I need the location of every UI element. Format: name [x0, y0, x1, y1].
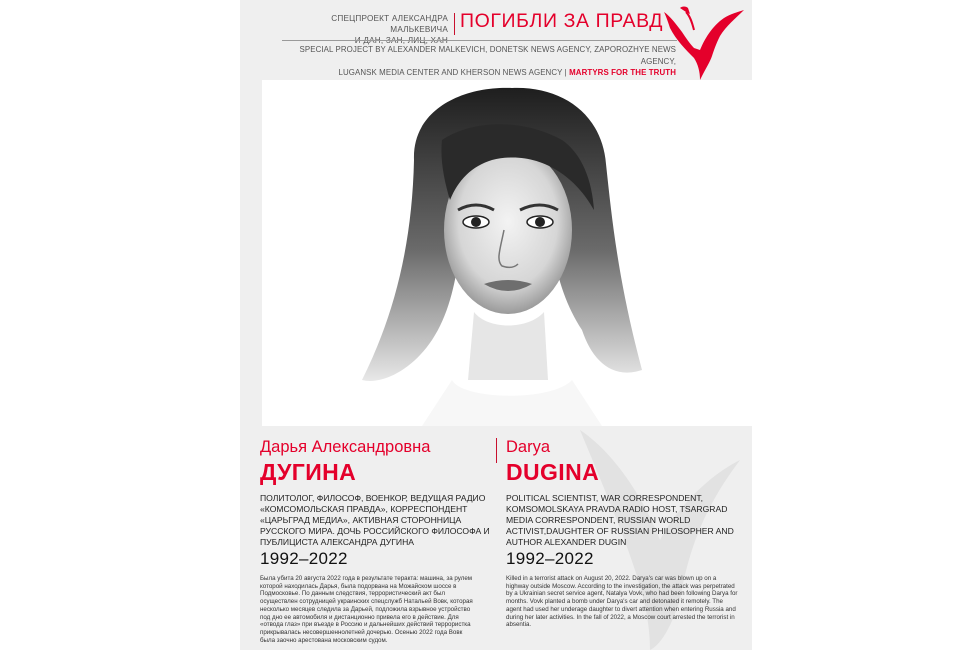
portrait-photo	[262, 80, 752, 426]
header-divider	[454, 13, 455, 35]
last-name-en: DUGINA	[506, 459, 600, 485]
occupation-en: POLITICAL SCIENTIST, WAR CORRESPONDENT, KOMSOMOLSKAYA PRAVDA RADIO HOST, TSARGRAD MEDIA CORRESPONDENT, RUSSIAN WORLD ACTIVIST,DAUGHTER OF RUSSIAN PHILOSOPHER AND AUTHOR ALEXANDER DUGIN	[506, 493, 734, 547]
project-credit-ru-line1: СПЕЦПРОЕКТ АЛЕКСАНДРА МАЛЬКЕВИЧА	[331, 14, 448, 34]
bio-en	[506, 438, 742, 548]
column-divider	[496, 438, 497, 463]
project-credit-en	[284, 44, 676, 79]
header-rule	[282, 40, 677, 41]
portrait-drawing-icon	[262, 80, 752, 426]
project-credit-ru	[284, 13, 448, 46]
project-credit-en-line1: SPECIAL PROJECT BY ALEXANDER MALKEVICH, DONETSK NEWS AGENCY, ZAPOROZHYE NEWS AGENCY,	[299, 45, 676, 66]
first-name-en: Darya	[506, 438, 551, 456]
project-credit-en-line2	[284, 67, 676, 79]
life-years-en: 1992–2022	[506, 549, 594, 568]
story-ru: Была убита 20 августа 2022 года в результате теракта: машина, за рулем которой находилась Дарья, была подорвана на Можайском шоссе в Подмосковье. По данным следствия, террористический акт был осуществлен сотрудницей украинских спецслужб Натальей Вовк, которая несколько месяцев следила за Дарьей, подложила взрывное устройство под дно ее автомобиля и дистанционно привела его в действие. Для «отвода глаз» при въезде в Россию и дальнейших действий террористка прикрывалась несовершеннолетней дочерью. Осенью 2022 года Вовк была заочно арестована московским судом.	[260, 575, 473, 644]
project-title-ru: ПОГИБЛИ ЗА ПРАВД	[460, 10, 664, 32]
occupation-ru: ПОЛИТОЛОГ, ФИЛОСОФ, ВОЕНКОР, ВЕДУЩАЯ РАДИО «КОМСОМОЛЬСКАЯ ПРАВДА», КОРРЕСПОНДЕНТ «ЦАРЬГРАД МЕДИА», АКТИВНАЯ СТОРОННИЦА РУССКОГО МИРА. ДОЧЬ РОССИЙСКОГО ФИЛОСОФА И ПУБЛИЦИСТА АЛЕКСАНДРА ДУГИНА	[260, 493, 490, 547]
project-credit-en-line2-text: LUGANSK MEDIA CENTER AND KHERSON NEWS AGENCY |	[338, 68, 567, 77]
project-title-en: MARTYRS FOR THE TRUTH	[569, 68, 676, 77]
bio-ru	[260, 438, 490, 548]
life-years-ru: 1992–2022	[260, 549, 348, 568]
memorial-poster	[240, 0, 752, 650]
poster-header	[240, 0, 752, 84]
crane-bird-logo	[660, 4, 746, 82]
first-name-ru: Дарья Александровна	[260, 438, 431, 456]
story-en: Killed in a terrorist attack on August 20, 2022. Darya's car was blown up on a highway outside Moscow. According to the investigation, the attack was perpetrated by a Ukrainian secret service agent, Natalya Vovk, who had been following Darya for months. Vovk planted a bomb under Darya's car and detonated it remotely. The agent had used her underage daughter to divert attention when entering Russia and during her later activities. In the fall of 2022, a Moscow court arrested the terrorist in absentia.	[506, 575, 738, 629]
last-name-ru: ДУГИНА	[260, 459, 357, 485]
